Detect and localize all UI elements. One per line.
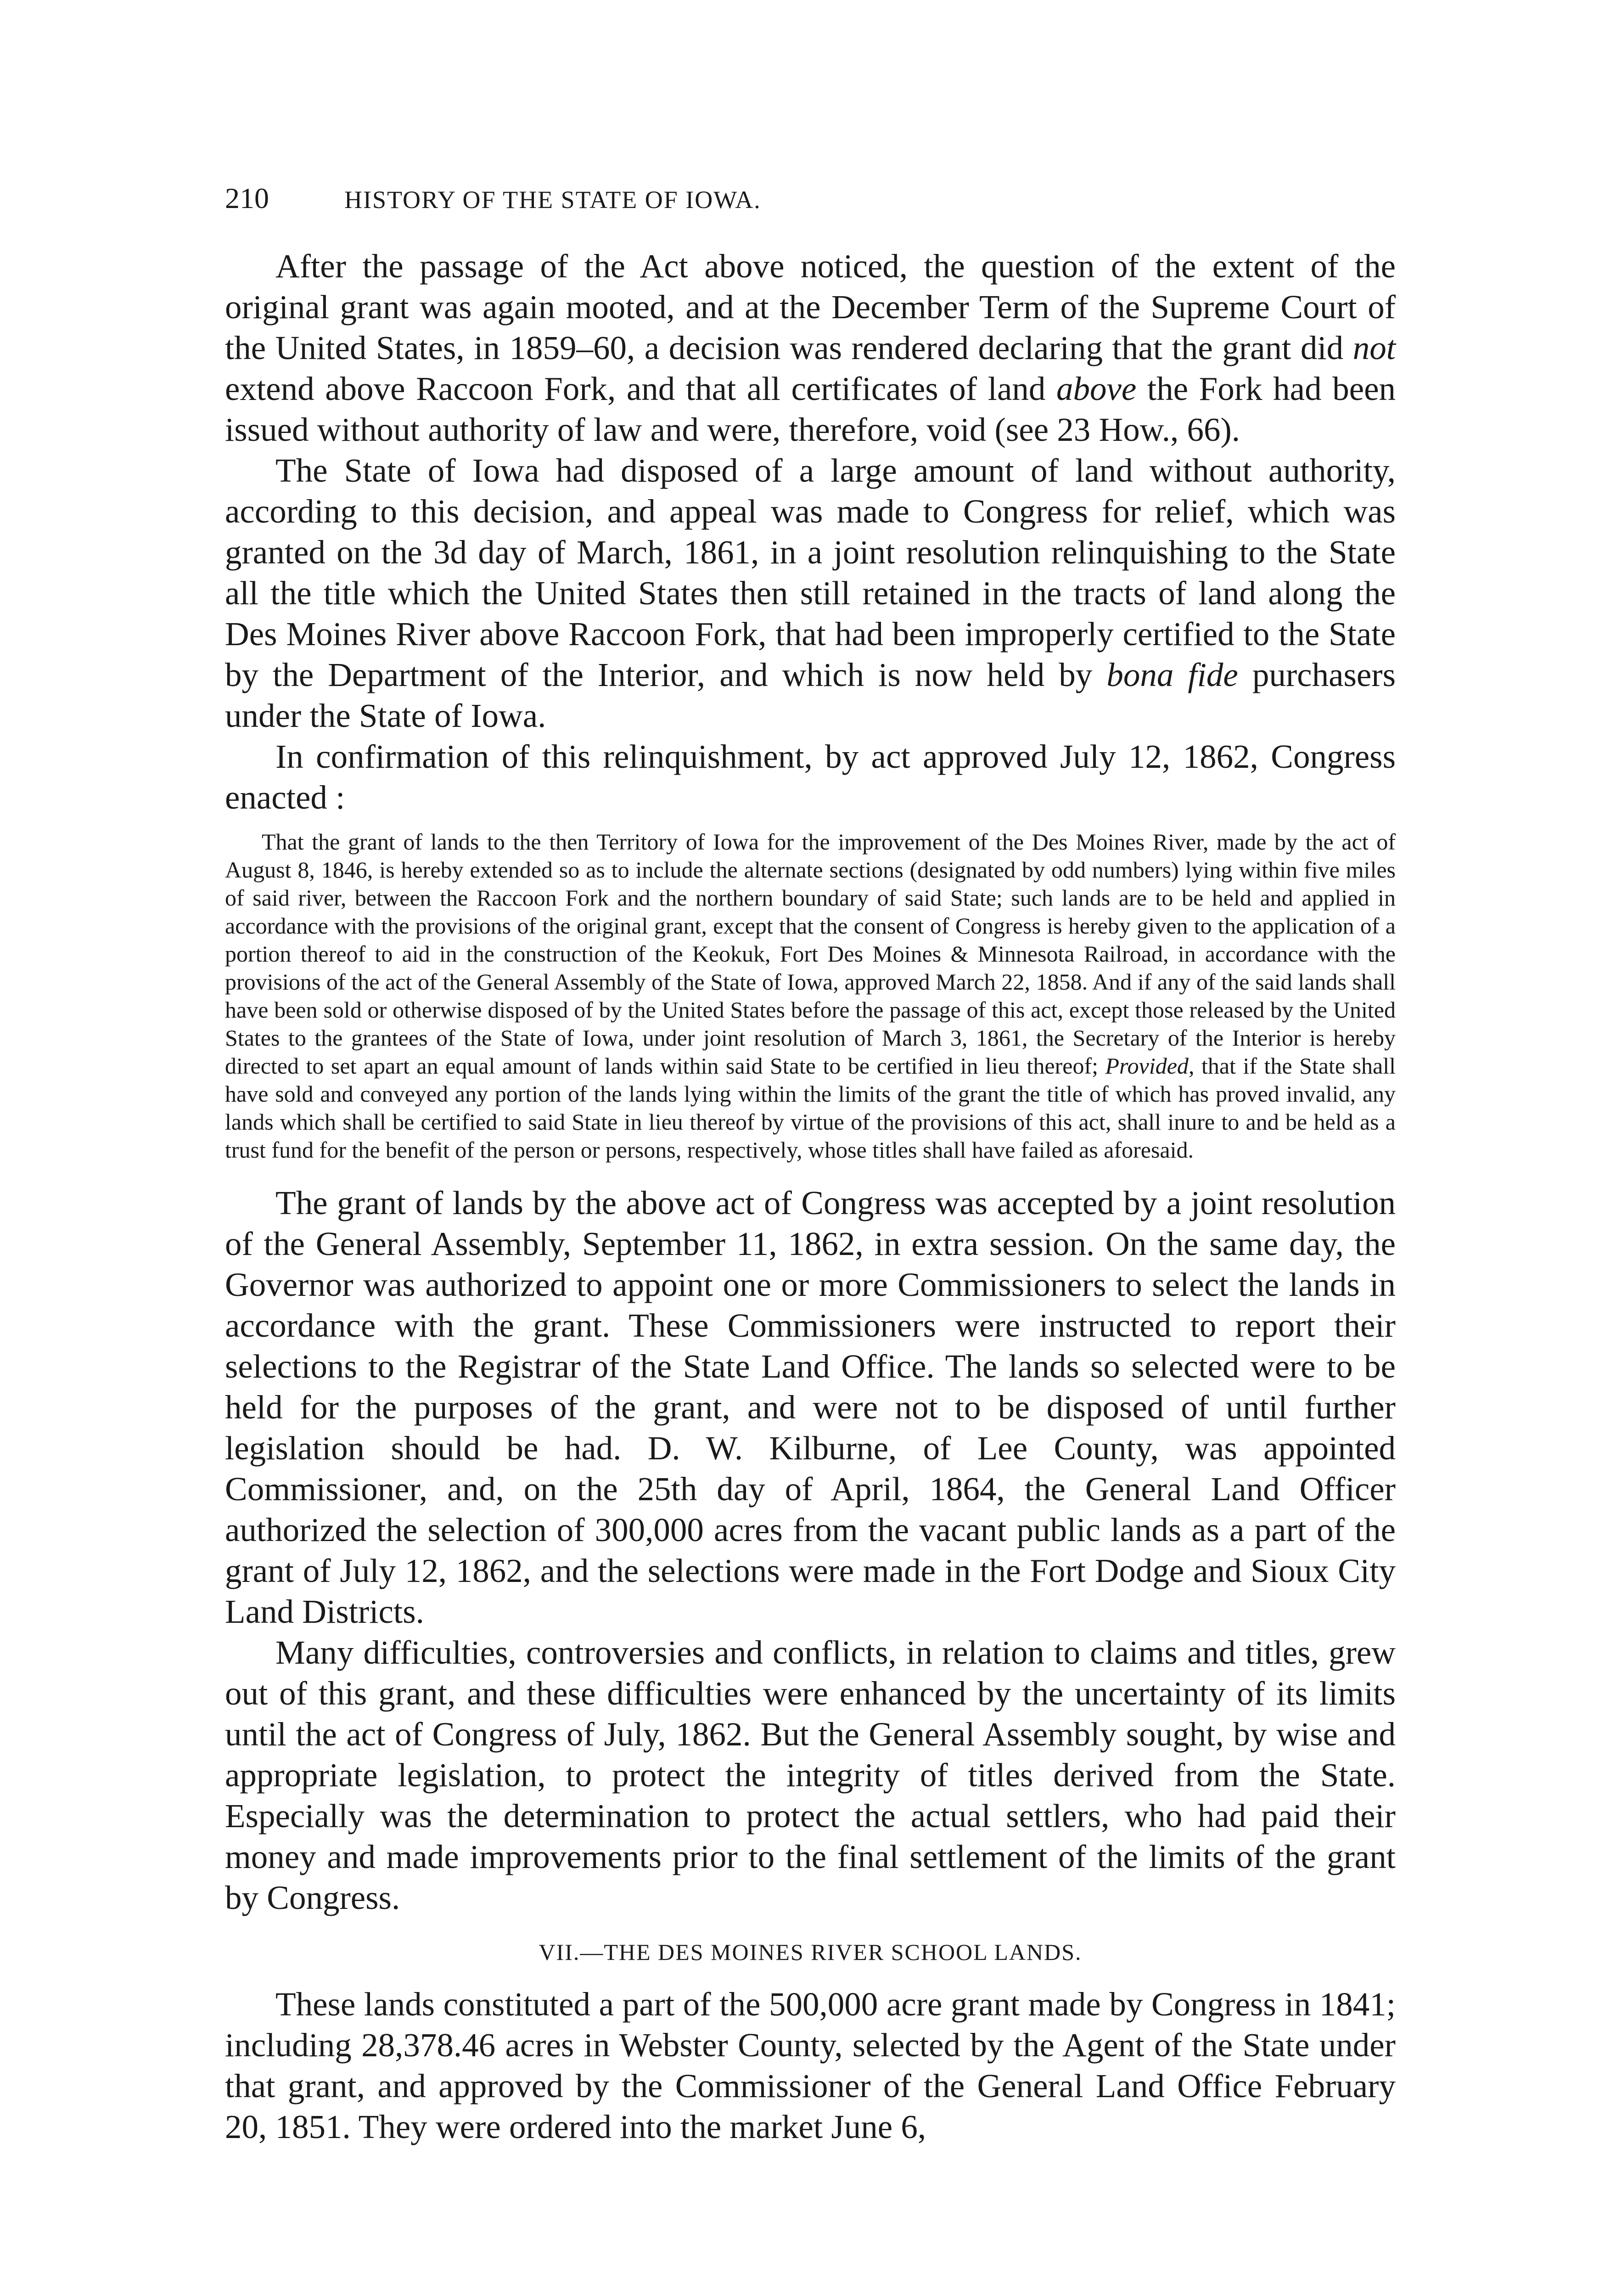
paragraph-supreme-court-decision: After the passage of the Act above noticed, the question of the extent of the original grant was again mooted, and at the December Term of the Supreme Court of the United States, in 1859–60, a decision was rendered declaring that the grant did not extend above Raccoon Fork, and that all certificates of land above the Fork had been issued without authority of law and were, therefore, void (see 23 How., 66). <box>225 248 1396 448</box>
quoted-act-text: That the grant of lands to the then Territory of Iowa for the improvement of the Des Moines River, made by the act of August 8, 1846, is hereby extended so as to include the alternate sections (designated by odd numbers) lying within five miles of said river, between the Raccoon Fork and the northern boundary of said State; such lands are to be held and applied in accordance with the provisions of the original grant, except that the consent of Congress is hereby given to the application of a portion thereof to aid in the construction of the Keokuk, Fort Des Moines & Minnesota Railroad, in accordance with the provisions of the act of the General Assembly of the State of Iowa, approved March 22, 1858. And if any of the said lands shall have been sold or otherwise disposed of by the United States before the passage of this act, except those released by the United States to the grantees of the State of Iowa, under joint resolution of March 3, 1861, the Secretary of the Interior is hereby directed to set apart an equal amount of lands within said State to be certified in lieu thereof; Provided, that if the State shall have sold and conveyed any portion of the lands lying within the limits of the grant the title of which has proved invalid, any lands which shall be certified to said State in lieu thereof by virtue of the provisions of this act, shall inure to and be held as a trust fund for the benefit of the person or persons, respectively, whose titles shall have failed as aforesaid. <box>225 829 1396 1163</box>
running-title: HISTORY OF THE STATE OF IOWA. <box>344 186 761 214</box>
paragraph-joint-resolution: The State of Iowa had disposed of a large amount of land without authority, according to this decision, and appeal was made to Congress for relief, which was granted on the 3d day of March, 1861, in a joint resolution relinquishing to the State all the title which the United States then still retained in the tracts of land along the Des Moines River above Raccoon Fork, that had been improperly certified to the State by the Department of the Interior, and which is now held by bona fide purchasers under the State of Iowa. <box>225 452 1396 734</box>
paragraph-grant-acceptance: The grant of lands by the above act of Congress was accepted by a joint resolution of the General Assembly, September 11, 1862, in extra session. On the same day, the Governor was authorized to appoint one or more Commissioners to select the lands in accordance with the grant. These Commissioners were instructed to report their selections to the Registrar of the State Land Office. The lands so selected were to be held for the purposes of the grant, and were not to be disposed of until further legislation should be had. D. W. Kilburne, of Lee County, was appointed Commissioner, and, on the 25th day of April, 1864, the General Land Officer authorized the selection of 300,000 acres from the vacant public lands as a part of the grant of July 12, 1862, and the selections were made in the Fort Dodge and Sioux City Land Districts. <box>225 1184 1396 1630</box>
paragraph-confirmation: In confirmation of this relinquishment, by act approved July 12, 1862, Congress enacted : <box>225 738 1396 816</box>
page <box>225 181 1396 2147</box>
page-number: 210 <box>225 182 269 214</box>
running-head <box>225 181 1396 227</box>
paragraph-school-lands: These lands constituted a part of the 500,000 acre grant made by Congress in 1841; including 28,378.46 acres in Webster County, selected by the Agent of the State under that grant, and approved by the Commissioner of the General Land Office February 20, 1851. They were ordered into the market June 6, <box>225 1986 1396 2145</box>
paragraph-difficulties: Many difficulties, controversies and conflicts, in relation to claims and titles, grew out of this grant, and these difficulties were enhanced by the uncertainty of its limits until the act of Congress of July, 1862. But the General Assembly sought, by wise and appropriate legislation, to protect the integrity of titles derived from the State. Especially was the determination to protect the actual settlers, who had paid their money and made improvements prior to the final settlement of the limits of the grant by Congress. <box>225 1634 1396 1916</box>
section-heading: VII.—THE DES MOINES RIVER SCHOOL LANDS. <box>539 1939 1082 1965</box>
